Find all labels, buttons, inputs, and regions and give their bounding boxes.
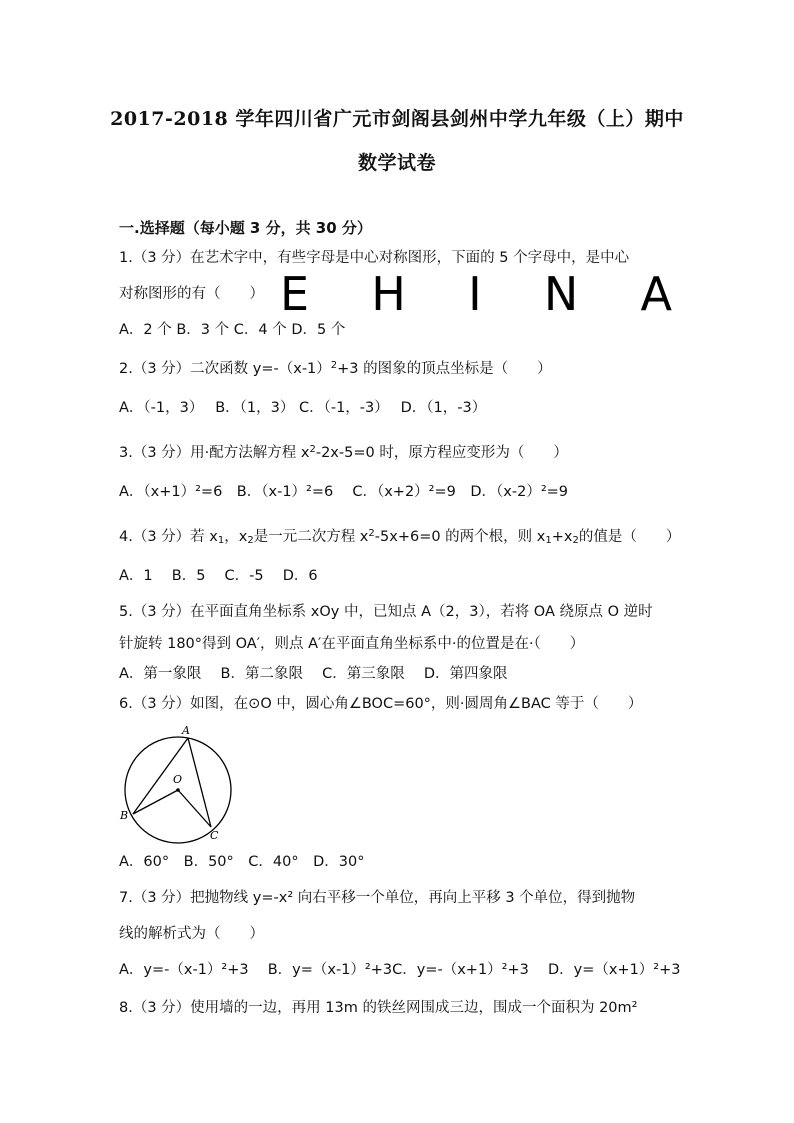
q6-stem: 6.（3 分）如图，在⊙O 中，圆心角∠BOC=60°，则·圆周角∠BAC 等于（ ） [119,696,643,712]
q4-part6: 的值是（ ） [578,529,681,545]
q4-sub2: 2 [247,535,254,546]
q1-letter-i: I [468,267,482,321]
q2-options: A．（-1，3） B．（1，3） C．（-1，-3） D．（1，-3） [119,400,487,416]
q4-part4: -5x+6=0 的两个根，则 x [374,529,546,545]
q1-letter-h: H [371,267,406,321]
q1-options: A．2 个 B．3 个 C．4 个 D．5 个 [119,322,346,338]
q7-stem-line2: 线的解析式为（ ） [119,926,264,942]
q1-letter-e: E [280,267,310,321]
q1-letter-a: A [640,267,672,321]
q8-stem-line1: 8.（3 分）使用墙的一边，再用 13m 的铁丝网围成三边，围成一个面积为 20m² [119,1000,638,1016]
label-b: B [120,809,129,822]
q6-circle-figure [116,722,236,846]
q2-stem-a: 2.（3 分）二次函数 y=-（x-1） [119,361,331,377]
q1-letter-row [280,267,672,321]
q3-stem-b: -2x-5=0 时，原方程应变形为（ ） [315,445,568,461]
q3-stem-a: 3.（3 分）用·配方法解方程 x [119,445,310,461]
q1-stem-line1: 1.（3 分）在艺术字中，有些字母是中心对称图形，下面的 5 个字母中，是中心 [119,250,630,266]
label-c: C [210,829,219,842]
q2-stem-b: +3 的图象的顶点坐标是（ ） [337,361,552,377]
q1-stem-line2: 对称图形的有（ ） [119,286,264,302]
q6-options: A．60° B．50° C．40° D．30° [119,854,365,870]
q4-sub1: 1 [217,535,225,546]
q4-part3: 是一元二次方程 x [253,529,369,545]
q7-stem-line1: 7.（3 分）把抛物线 y=-x² 向右平移一个单位，再向上平移 3 个单位，得到抛物 [119,890,636,906]
exam-title-line1: 2017-2018 学年四川省广元市剑阁县剑州中学九年级（上）期中 [110,108,684,130]
q4-part2: ，x [224,529,248,545]
q4-options: A．1 B．5 C．-5 D．6 [119,568,318,584]
q4-sub4: 2 [572,535,579,546]
q2-stem [119,356,552,379]
q4-exponent: 2 [368,528,375,539]
q5-options: A．第一象限 B．第二象限 C．第三象限 D．第四象限 [119,666,508,682]
q1-letter-n: N [543,267,579,321]
center-point [176,788,180,792]
section-heading: 一.选择题（每小题 3 分，共 30 分） [119,219,372,237]
q3-stem [119,440,568,463]
q2-exponent: 2 [330,360,338,371]
exam-title-line2: 数学试卷 [357,152,436,174]
q3-exponent: 2 [309,444,316,455]
q5-stem-line1: 5.（3 分）在平面直角坐标系 xOy 中，已知点 A（2，3），若将 OA 绕原点 O 逆时 [119,604,653,620]
label-a: A [182,724,190,737]
q4-stem [119,524,680,551]
q7-options: A．y=-（x-1）²+3 B．y=（x-1）²+3C．y=-（x+1）²+3 D．y=（x+1）²+3 [119,962,681,978]
q3-options: A．（x+1）²=6 B．（x-1）²=6 C．（x+2）²=9 D．（x-2）²=9 [119,484,569,500]
segment-ob [133,790,178,814]
q4-part5: +x [551,529,573,545]
q4-part1: 4.（3 分）若 x [119,529,218,545]
q5-stem-line2: 针旋转 180°得到 OA′，则点 A′在平面直角坐标系中·的位置是在·（ ） [119,636,585,652]
label-o: O [173,773,183,786]
q4-sub3: 1 [545,535,552,546]
